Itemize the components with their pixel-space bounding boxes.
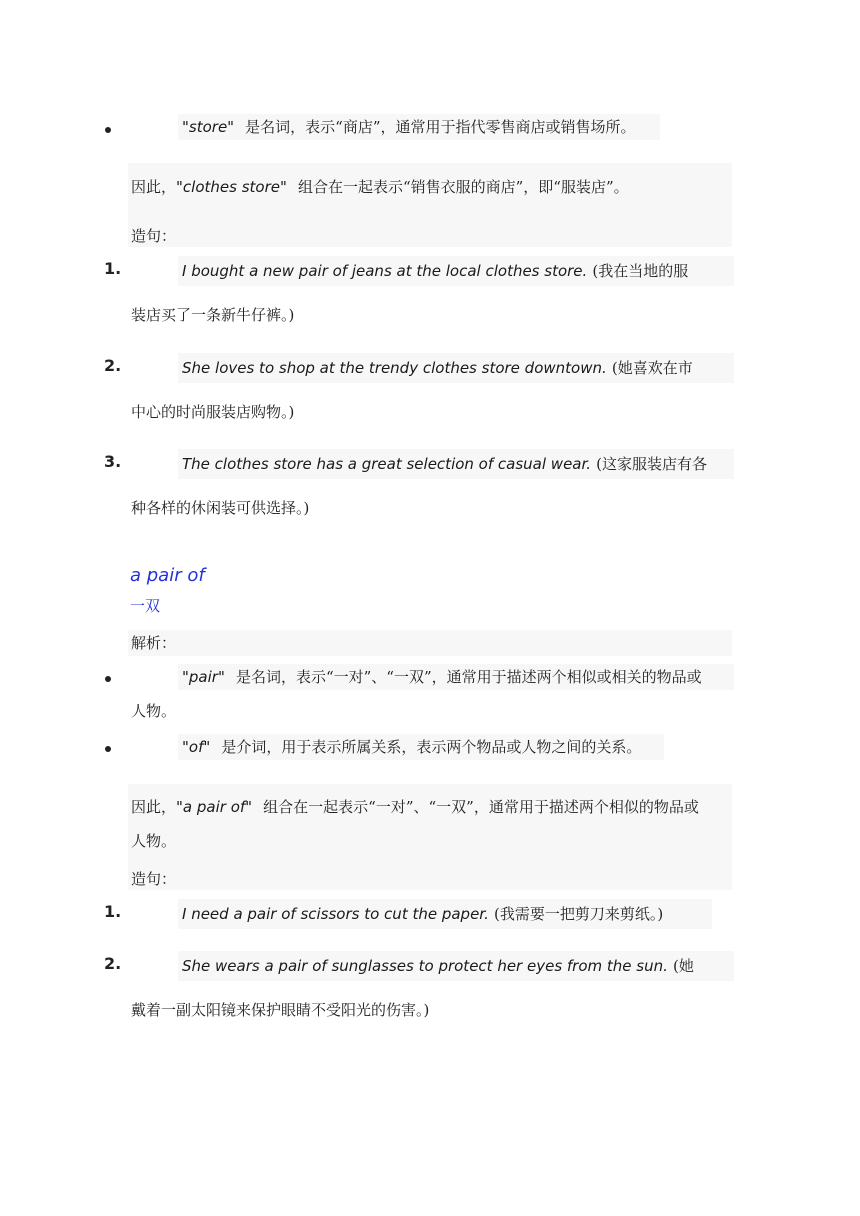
phrase-heading: a pair of <box>130 565 205 586</box>
example-line <box>182 357 693 379</box>
term-of: "of" <box>182 738 211 756</box>
examples-label: 造句： <box>131 227 177 245</box>
example-line <box>182 260 688 282</box>
summary-desc: 组合在一起表示“销售衣服的商店”，即“服装店”。 <box>297 178 629 196</box>
example-english: I bought a new pair of jeans at the local clothes store. <box>182 262 588 280</box>
example-line <box>182 903 663 925</box>
bullet-pair-line <box>182 666 702 688</box>
example-english: She loves to shop at the trendy clothes store downtown. <box>182 359 607 377</box>
example-english: She wears a pair of sunglasses to protect her eyes from the sun. <box>182 957 668 975</box>
bullet-store-line <box>182 116 636 138</box>
example-number: 1. <box>104 259 122 278</box>
example-number: 3. <box>104 452 122 471</box>
term-pair: "pair" <box>182 668 225 686</box>
bullet-dot <box>105 746 111 752</box>
example-number: 2. <box>104 356 122 375</box>
phrase-meaning: 一双 <box>130 597 161 615</box>
term-store: "store" <box>182 118 235 136</box>
example-english: The clothes store has a great selection of casual wear. <box>182 455 592 473</box>
term-of-desc: 是介词，用于表示所属关系，表示两个物品或人物之间的关系。 <box>221 738 642 756</box>
term-pair-desc: 是名词，表示“一对”、“一双”，通常用于描述两个相似或相关的物品或 <box>235 668 702 686</box>
summary-desc: 组合在一起表示“一对”、“一双”，通常用于描述两个相似的物品或 <box>263 798 699 816</box>
examples-label: 造句： <box>131 870 177 888</box>
example-number: 1. <box>104 902 122 921</box>
example-chinese: (我在当地的服 <box>592 262 689 280</box>
analysis-bg <box>128 630 732 656</box>
example-chinese: (我需要一把剪刀来剪纸。) <box>493 905 664 923</box>
example-chinese: (这家服装店有各 <box>596 455 707 473</box>
example-english: I need a pair of scissors to cut the paper. <box>182 905 489 923</box>
term-pair-desc-cont: 人物。 <box>131 702 177 720</box>
term-store-desc: 是名词，表示“商店”，通常用于指代零售商店或销售场所。 <box>245 118 636 136</box>
example-chinese-cont: 种各样的休闲装可供选择。) <box>131 499 310 517</box>
summary-desc-cont: 人物。 <box>131 832 177 850</box>
example-chinese-cont: 中心的时尚服装店购物。) <box>131 403 295 421</box>
summary-term: "clothes store" <box>176 178 287 196</box>
example-chinese-cont: 装店买了一条新牛仔裤。) <box>131 306 295 324</box>
bullet-of-line <box>182 736 641 758</box>
bullet-dot <box>105 676 111 682</box>
example-chinese-cont: 戴着一副太阳镜来保护眼睛不受阳光的伤害。) <box>131 1001 430 1019</box>
analysis-label: 解析： <box>131 634 177 652</box>
summary-line <box>131 176 629 198</box>
summary-term: "a pair of" <box>176 798 253 816</box>
example-number: 2. <box>104 954 122 973</box>
summary-prefix: 因此， <box>131 798 177 816</box>
example-line <box>182 955 694 977</box>
example-line <box>182 453 707 475</box>
example-chinese: (她喜欢在市 <box>611 359 693 377</box>
summary-line <box>131 796 699 818</box>
bullet-dot <box>105 127 111 133</box>
summary-prefix: 因此， <box>131 178 177 196</box>
example-chinese: (她 <box>672 957 694 975</box>
